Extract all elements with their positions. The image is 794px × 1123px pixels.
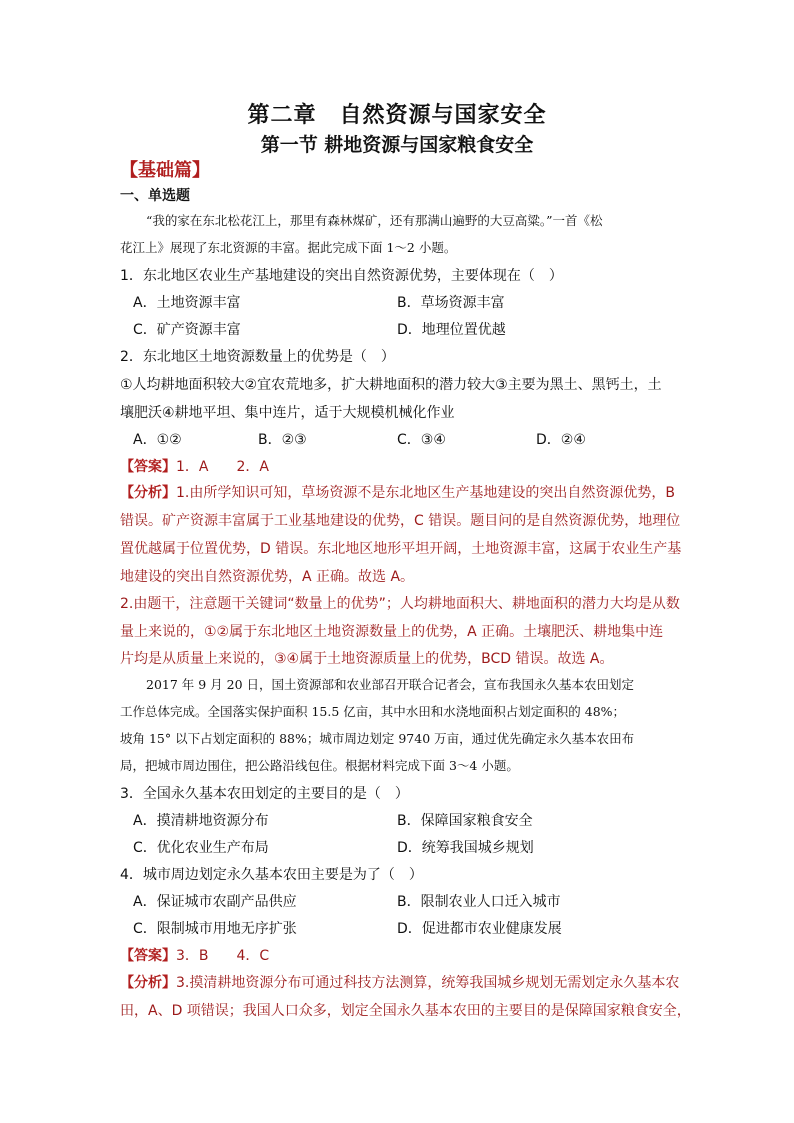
answer-block-2: [120, 945, 269, 965]
question-2-statement-line-1: ①人均耕地面积较大②宜农荒地多，扩大耕地面积的潜力较大③主要为黑土、黑钙土，土: [120, 377, 662, 393]
material-1-line-2: 花江上》展现了东北资源的丰富。据此完成下面 1～2 小题。: [120, 240, 457, 255]
answer-tag: 【答案】: [120, 459, 176, 475]
part-heading: 一、单选题: [120, 188, 190, 204]
section-title: 第一节 耕地资源与国家粮食安全: [260, 134, 534, 156]
question-2-option-c: C．③④: [397, 432, 446, 448]
material-2-line-2: 工作总体完成。全国落实保护面积 15.5 亿亩，其中水田和水浇地面积占划定面积的 48%；: [120, 704, 626, 719]
question-3-option-d: D．统筹我国城乡规划: [397, 840, 534, 856]
analysis-1-line-2: 错误。矿产资源丰富属于工业基地建设的优势，C 错误。题目问的是自然资源优势，地理位: [120, 513, 681, 529]
chapter-title: 第二章 自然资源与国家安全: [247, 102, 547, 128]
answer-text: 3．B 4．C: [176, 948, 270, 964]
analysis-text: 3.摸清耕地资源分布可通过科技方法测算，统筹我国城乡规划无需划定永久基本农: [176, 975, 680, 991]
question-3-option-b: B．保障国家粮食安全: [397, 813, 533, 829]
analysis-text: 1.由所学知识可知，草场资源不是东北地区生产基地建设的突出自然资源优势，B: [176, 485, 675, 501]
analysis-1-line-5: 2.由题干，注意题干关键词“数量上的优势”；人均耕地面积大、耕地面积的潜力大均是从数: [120, 596, 680, 612]
analysis-2-line-1: [120, 972, 679, 992]
analysis-1-line-4: 地建设的突出自然资源优势，A 正确。故选 A。: [120, 569, 415, 585]
material-1-line-1: “我的家在东北松花江上，那里有森林煤矿，还有那满山遍野的大豆高粱。”一首《松: [146, 213, 603, 228]
question-2-option-b: B．②③: [258, 432, 307, 448]
question-1-option-c: C．矿产资源丰富: [133, 322, 241, 338]
question-4-option-b: B．限制农业人口迁入城市: [397, 894, 561, 910]
question-2-stem: 2．东北地区土地资源数量上的优势是（ ）: [120, 349, 395, 365]
analysis-1-line-7: 片均是从质量上来说的，③④属于土地资源质量上的优势，BCD 错误。故选 A。: [120, 651, 614, 667]
question-1-option-a: A．土地资源丰富: [133, 295, 241, 311]
question-1-option-d: D．地理位置优越: [397, 322, 506, 338]
question-1-option-b: B．草场资源丰富: [397, 295, 505, 311]
material-2-line-1: 2017 年 9 月 20 日，国土资源部和农业部召开联合记者会，宣布我国永久基本农田划定: [146, 677, 635, 692]
question-3-stem: 3．全国永久基本农田划定的主要目的是（ ）: [120, 786, 409, 802]
answer-text: 1．A 2．A: [176, 459, 269, 475]
analysis-2-line-2: 田，A、D 项错误；我国人口众多，划定全国永久基本农田的主要目的是保障国家粮食安全，: [120, 1003, 691, 1019]
material-2-line-3: 坡角 15° 以下占划定面积的 88%；城市周边划定 9740 万亩，通过优先确定永久基本农田布: [120, 731, 635, 746]
question-2-option-d: D．②④: [536, 432, 586, 448]
question-2-statement-line-2: 壤肥沃④耕地平坦、集中连片，适于大规模机械化作业: [120, 405, 455, 421]
analysis-1-line-6: 量上来说的，①②属于东北地区土地资源数量上的优势，A 正确。土壤肥沃、耕地集中连: [120, 624, 664, 640]
analysis-1-line-1: [120, 482, 675, 502]
analysis-tag: 【分析】: [120, 485, 176, 501]
question-4-option-a: A．保证城市农副产品供应: [133, 894, 297, 910]
answer-block-1: [120, 456, 269, 476]
question-4-option-d: D．促进都市农业健康发展: [397, 921, 562, 937]
answer-tag: 【答案】: [120, 948, 176, 964]
question-1-stem: 1．东北地区农业生产基地建设的突出自然资源优势，主要体现在（ ）: [120, 268, 563, 284]
question-3-option-a: A．摸清耕地资源分布: [133, 813, 269, 829]
question-4-option-c: C．限制城市用地无序扩张: [133, 921, 297, 937]
level-heading: 【基础篇】: [120, 160, 210, 181]
question-2-option-a: A．①②: [133, 432, 182, 448]
analysis-tag: 【分析】: [120, 975, 176, 991]
question-4-stem: 4．城市周边划定永久基本农田主要是为了（ ）: [120, 867, 423, 883]
material-2-line-4: 局，把城市周边围住，把公路沿线包住。根据材料完成下面 3～4 小题。: [120, 758, 519, 773]
analysis-1-line-3: 置优越属于位置优势，D 错误。东北地区地形平坦开阔，土地资源丰富，这属于农业生产基: [120, 541, 682, 557]
question-3-option-c: C．优化农业生产布局: [133, 840, 269, 856]
